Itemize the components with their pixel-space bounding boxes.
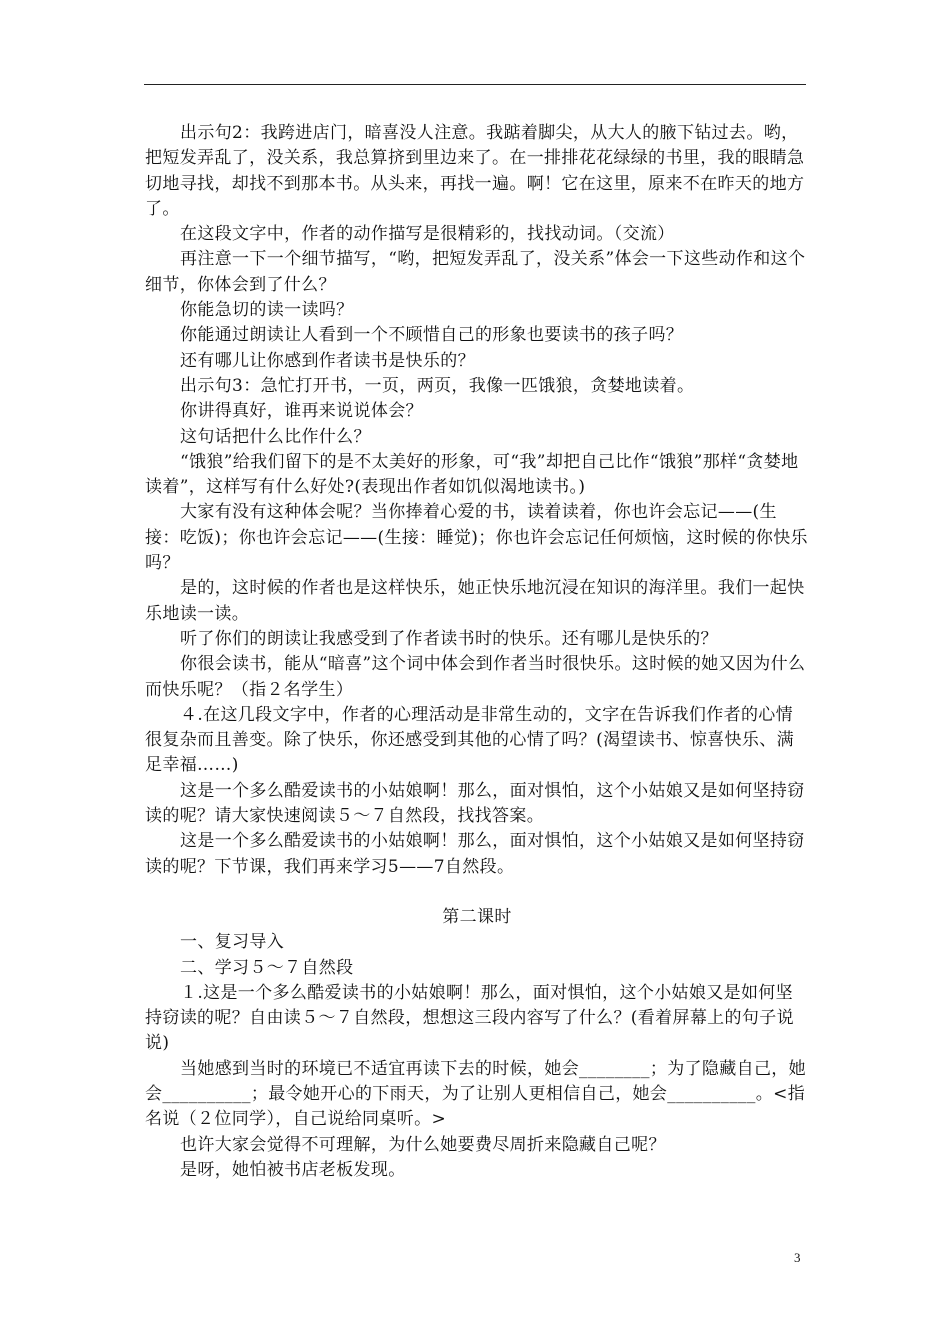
- paragraph: 这句话把什么比作什么？: [180, 426, 371, 447]
- paragraph: 出示句2：我跨进店门，暗喜没人注意。我踮着脚尖，从大人的腋下钻过去。哟，把短发弄乱了，没关系，我总算挤到里边来了。在一排排花花绿绿的书里，我的眼睛急切地寻找，却找不到那本书。从头来，再找一遍。啊！它在这里，原来不在昨天的地方了。: [145, 123, 805, 219]
- paragraph: 二、学习５～７自然段: [180, 957, 354, 978]
- paragraph: 再注意一下一个细节描写，“哟，把短发弄乱了，没关系”体会一下这些动作和这个细节，你体会到了什么？: [145, 249, 806, 295]
- paragraph: 出示句3：急忙打开书，一页，两页，我像一匹饿狼，贪婪地读着。: [180, 375, 695, 396]
- paragraph: 一、复习导入: [180, 932, 285, 953]
- paragraph: 是的，这时候的作者也是这样快乐，她正快乐地沉浸在知识的海洋里。我们一起快乐地读一读。: [145, 578, 805, 624]
- paragraph: 你能急切的读一读吗？: [180, 300, 354, 321]
- paragraph: 这是一个多么酷爱读书的小姑娘啊！那么，面对惧怕，这个小姑娘又是如何坚持窃读的呢？下节课，我们再来学习5——7自然段。: [145, 831, 805, 877]
- section-heading: 第二课时: [442, 906, 512, 927]
- paragraph: 这是一个多么酷爱读书的小姑娘啊！那么，面对惧怕，这个小姑娘又是如何坚持窃读的呢？请大家快速阅读５～７自然段，找找答案。: [145, 780, 805, 827]
- paragraph: ４.在这几段文字中，作者的心理活动是非常生动的，文字在告诉我们作者的心情很复杂而且善变。除了快乐，你还感受到其他的心情了吗？(渴望读书、惊喜快乐、满足幸福……): [145, 704, 794, 776]
- paragraph: 当她感到当时的环境已不适宜再读下去的时候，她会________；为了隐藏自己，她会__________；最令她开心的下雨天，为了让别人更相信自己，她会__________。<指名说（２位同学），自己说给同桌听。>: [145, 1058, 806, 1130]
- header-rule: [144, 84, 806, 85]
- paragraph: “饿狼”给我们留下的是不太美好的形象，可“我”却把自己比作“饿狼”那样“贪婪地读着”，这样写有什么好处?(表现出作者如饥似渴地读书。): [145, 451, 799, 498]
- paragraph: 你讲得真好，谁再来说说体会？: [180, 401, 423, 422]
- paragraph: 是呀，她怕被书店老板发现。: [180, 1159, 406, 1180]
- paragraph: 你能通过朗读让人看到一个不顾惜自己的形象也要读书的孩子吗？: [180, 325, 684, 346]
- page-content: [145, 121, 809, 1183]
- paragraph: 还有哪儿让你感到作者读书是快乐的？: [180, 350, 475, 371]
- paragraph: 也许大家会觉得不可理解，为什么她要费尽周折来隐藏自己呢？: [180, 1134, 666, 1155]
- page-number: 3: [794, 1250, 801, 1265]
- paragraph: 你很会读书，能从“暗喜”这个词中体会到作者当时很快乐。这时候的她又因为什么而快乐呢？（指２名学生）: [145, 654, 806, 700]
- paragraph: 听了你们的朗读让我感受到了作者读书时的快乐。还有哪儿是快乐的？: [180, 628, 718, 649]
- blank-line: [145, 880, 809, 905]
- paragraph: 在这段文字中，作者的动作描写是很精彩的，找找动词。（交流）: [180, 224, 675, 245]
- paragraph: 大家有没有这种体会呢？当你捧着心爱的书，读着读着，你也许会忘记——(生接：吃饭)；你也许会忘记——(生接：睡觉)；你也许会忘记任何烦恼，这时候的你快乐吗？: [145, 502, 808, 574]
- paragraph: １.这是一个多么酷爱读书的小姑娘啊！那么，面对惧怕，这个小姑娘又是如何坚持窃读的呢？自由读５～７自然段，想想这三段内容写了什么？(看着屏幕上的句子说说): [145, 982, 794, 1054]
